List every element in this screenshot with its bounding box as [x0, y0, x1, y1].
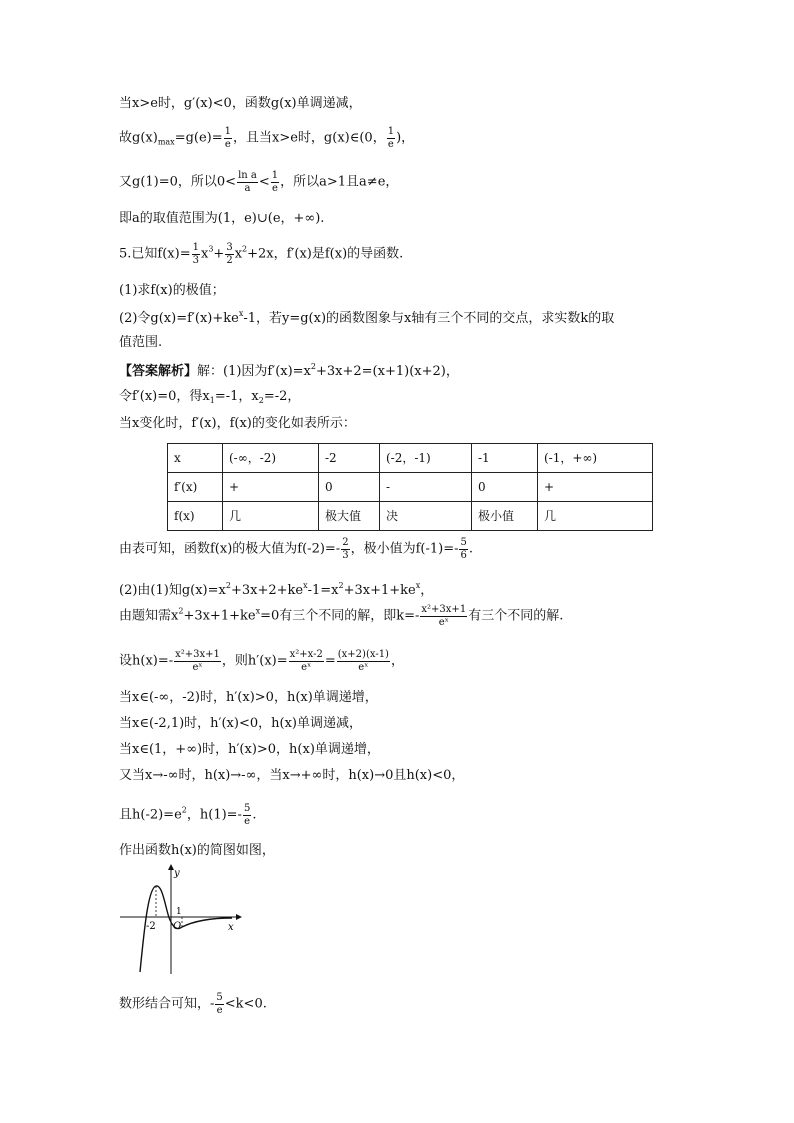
line-11: 当x变化时，f′(x)，f(x)的变化如表所示： [119, 416, 356, 431]
fraction: $\frac{5}{e}$ [243, 803, 251, 827]
line-15: 设h(x)=- $\frac{\text{x²+3x+1}}{\text{eˣ}}$ ，则h′(x)= $\frac{\text{x²+x-2}}{\text{eˣ}}$ = $\frac{(x+2)(x-1)}{\text{eˣ}}$ ， [119, 649, 404, 673]
line-4: 即a的取值范围为(1，e)∪(e，+∞). [119, 211, 325, 226]
line-14: 由题知需$x^2+3x+1+ke^x=0$有三个不同的解，即k=- $\frac{\text{x²+3x+1}}{\text{eˣ}}$ 有三个不同的解. [119, 604, 564, 628]
table-cell: 0 [319, 473, 380, 502]
table-cell: + [538, 473, 653, 502]
line-13: (2)由(1)知$g(x)=x^2+3x+2+ke^x-1=x^2+3x+1+ke^x$， [119, 581, 434, 598]
fraction: $\frac{\text{x²+3x+1}}{\text{eˣ}}$ [421, 604, 467, 628]
fraction: $\frac{1}{3}$ [192, 242, 199, 266]
answer-tag: 【答案解析】 [119, 364, 198, 379]
table-cell: f′(x) [168, 473, 223, 502]
origin-label: O [173, 921, 182, 932]
fraction: $\frac{3}{2}$ [226, 242, 233, 266]
fraction: $\frac{1}{e}$ [271, 170, 279, 194]
fraction: $\frac{2}{3}$ [342, 537, 349, 561]
table-cell: 决 [380, 502, 472, 531]
table-cell: 0 [472, 473, 538, 502]
fraction: $\frac{1}{e}$ [224, 126, 232, 150]
table-cell: + [223, 473, 319, 502]
conclusion-line: 数形结合可知，- $\frac{5}{e}$ <k<0. [119, 992, 267, 1016]
line-1: 当x>e时，g′(x)<0，函数g(x)单调递减， [119, 96, 362, 111]
table-cell: (-∞，-2) [223, 444, 319, 473]
line-12: 由表可知，函数f(x)的极大值为f(-2)=- $\frac{2}{3}$ ，极小值为f(-1)=- $\frac{5}{6}$ . [119, 537, 473, 561]
line-2: 故$g(x)_{max}=g(e)=$ $\frac{1}{e}$ ，且当x>e时，g(x)∈(0， $\frac{1}{e}$ )， [119, 126, 415, 150]
question-1: (1)求f(x)的极值； [119, 283, 225, 298]
table-cell: x [168, 444, 223, 473]
table-cell: (-1，+∞) [538, 444, 653, 473]
line-21: 作出函数h(x)的简图如图， [119, 843, 275, 858]
table-cell: 极大值 [319, 502, 380, 531]
table-cell: f(x) [168, 502, 223, 531]
line-18: 当x∈(1，+∞)时，h′(x)>0，h(x)单调递增， [119, 742, 380, 757]
x-axis-arrow-icon [236, 914, 242, 920]
line-19: 又当x→-∞时，h(x)→-∞，当x→+∞时，h(x)→0且h(x)<0， [119, 768, 465, 783]
x-axis-label: x [228, 922, 234, 933]
table-cell: - [380, 473, 472, 502]
table-cell: -1 [472, 444, 538, 473]
table-cell: 极小值 [472, 502, 538, 531]
fraction: $\frac{(x+2)(x-1)}{\text{eˣ}}$ [337, 649, 389, 673]
table-cell: -2 [319, 444, 380, 473]
line-16: 当x∈(-∞，-2)时，h′(x)>0，h(x)单调递增， [119, 690, 378, 705]
fraction: $\frac{\text{x²+x-2}}{\text{eˣ}}$ [289, 649, 323, 673]
line-17: 当x∈(-2,1)时，h′(x)<0，h(x)单调递减， [119, 716, 362, 731]
table-row [168, 473, 653, 502]
table-cell: 几 [223, 502, 319, 531]
fraction: $\frac{\text{ln a}}{a}$ [238, 170, 257, 194]
question-2-cont: 值范围. [119, 335, 163, 350]
table-row [168, 502, 653, 531]
table-cell: (-2，-1) [380, 444, 472, 473]
fraction: $\frac{1}{e}$ [387, 126, 395, 150]
variation-table [167, 443, 653, 531]
line-3: 又g(1)=0，所以0< $\frac{\text{ln a}}{a}$ < $\frac{1}{e}$ ，所以a>1且a≠e， [119, 170, 399, 194]
problem-5-statement: 5.已知f(x)= $\frac{1}{3}$ $x^3+$ $\frac{3}{2}$ $x^2+2x$，f′(x)是f(x)的导函数. [119, 242, 404, 266]
question-2: (2)令$g(x)=f'(x)+ke^x-1$，若y=g(x)的函数图象与x轴有三个不同的交点，求实数k的取 [119, 309, 615, 326]
y-axis-label: y [174, 868, 180, 879]
tick-label-neg2: -2 [146, 921, 156, 932]
fraction: $\frac{5}{6}$ [460, 537, 467, 561]
line-20: 且$h(-2)=e^2$，h(1)=- $\frac{5}{e}$ . [119, 803, 257, 827]
table-cell: 几 [538, 502, 653, 531]
fraction: $\frac{\text{x²+3x+1}}{\text{eˣ}}$ [175, 649, 220, 673]
table-row [168, 444, 653, 473]
tick-label-1: 1 [176, 907, 182, 917]
h-function-sketch [118, 862, 248, 977]
line-10: 令f′(x)=0，得$x_1=-1$，$x_2=-2$， [119, 389, 301, 405]
answer-heading: 【答案解析】解：(1)因为$f'(x)=x^2+3x+2=(x+1)(x+2)$， [119, 362, 459, 379]
fraction: $\frac{5}{e}$ [216, 992, 223, 1016]
